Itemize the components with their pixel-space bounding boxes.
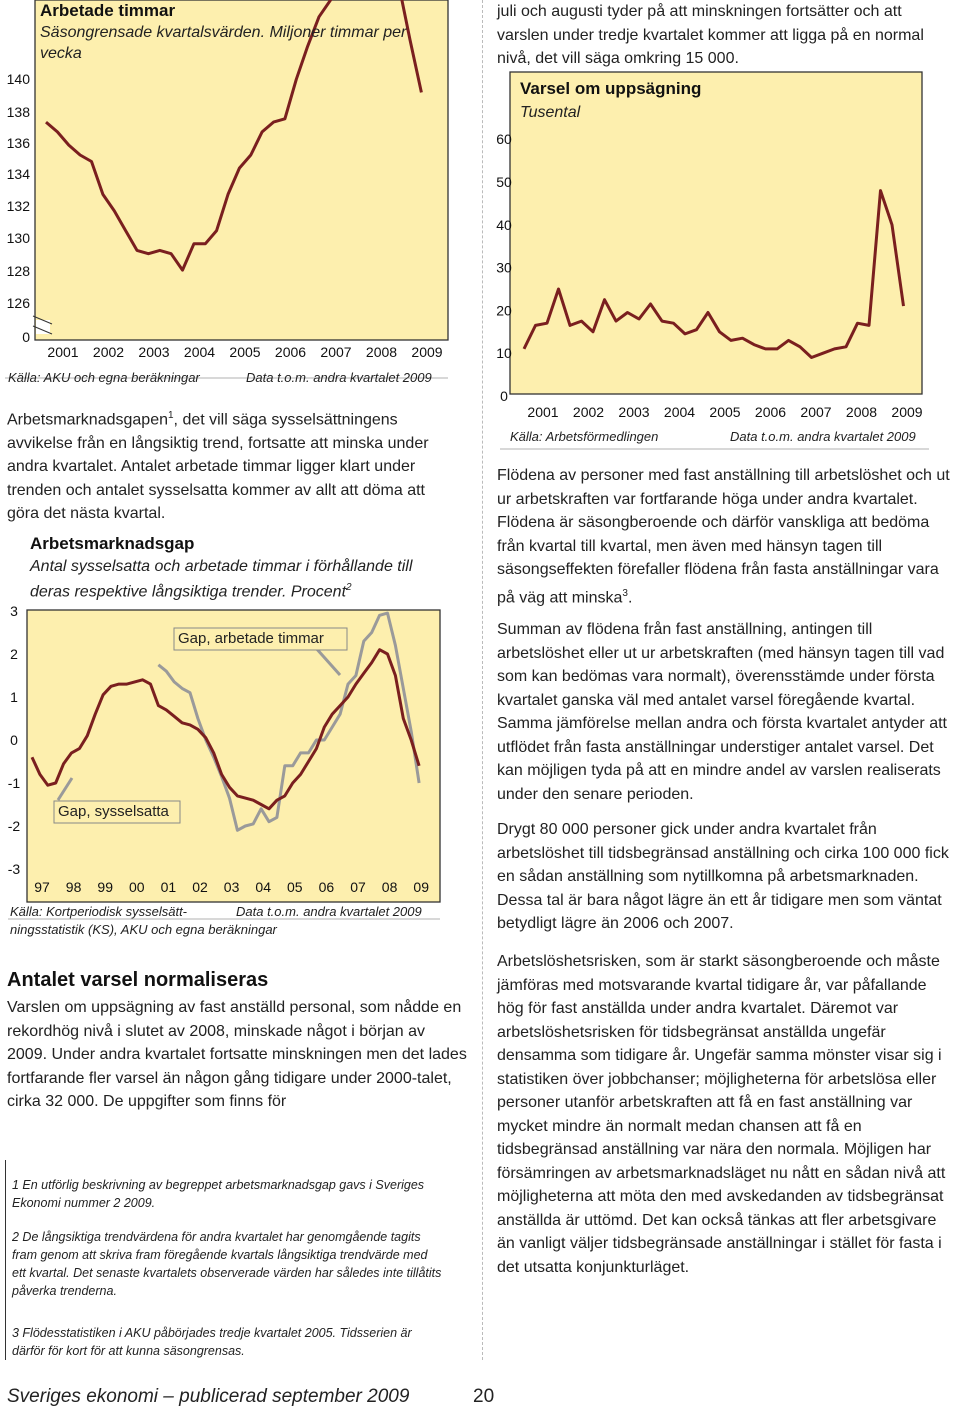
x-tick-label: 2002 — [92, 344, 125, 360]
footnote-3: 3 Flödesstatistiken i AKU påbörjades tredje kvartalet 2005. Tidsserien är därför för kort för att kunna säsongrensas. — [12, 1326, 412, 1358]
x-tick-label: 2008 — [845, 404, 878, 420]
x-tick-label: 97 — [34, 879, 50, 895]
paragraph-arbetsloshetsrisken: Arbetslöshetsrisken, som är starkt säsongberoende och måste jämföras med motsvarande kvartal tidigare år, var påfallande hög för fast anställda under andra kvartalet. Däremot var arbetslöshetsrisken för tidsbegränsat anställda ungefär densamma som tidigare år. Ungefär samma mönster visar sig i statistiken över jobbchanser; möjligheterna för arbetslösa eller personer utanför arbetskraften att få en fast anställning var mycket mindre än normalt medan chansen att få en tidsbegränsad anställning var nära den normala. Möjligen har försämringen av arbetsmarknadsläget nu nått en sådan nivå att möjligheterna att möta den med avskedanden av tidsbegränsat anställda är uttömd. Det kan också tänkas att fler arbetsgivare än vanligt väljer tidsbegränsade anställningar i stället för fasta i det utsatta konjunkturläget. — [497, 953, 946, 1276]
y-tick-label: 0 — [22, 329, 30, 345]
series-label-employed: Gap, sysselsatta — [58, 803, 169, 820]
chart-source: Källa: AKU och egna beräkningar — [8, 370, 200, 385]
y-tick-label: 0 — [10, 732, 18, 748]
x-tick-label: 02 — [192, 879, 208, 895]
x-tick-label: 2006 — [274, 344, 307, 360]
footer-publication: Sveriges ekonomi – publicerad september 2009 — [7, 1386, 410, 1407]
x-tick-label: 08 — [381, 879, 398, 895]
paragraph-juli-augusti: juli och augusti tyder på att minskningen fortsätter och att varslen under tredje kvartalet kommer att ligga på en normal nivå, det vill säga omkring 15 000. — [497, 3, 924, 67]
x-tick-label: 07 — [350, 879, 366, 895]
y-tick-label: 134 — [6, 166, 30, 182]
y-tick-label: 3 — [10, 603, 18, 619]
x-tick-label: 2003 — [138, 344, 170, 360]
x-tick-label: 06 — [318, 879, 335, 895]
page-number: 20 — [473, 1386, 495, 1407]
paragraph-arbetsmarknadsgap: Arbetsmarknadsgapen$^1$, det vill säga sysselsättningens avvikelse från en långsiktig trend, fortsatte att minska under andra kvartalet. Antalet arbetade timmar ligger klart under trenden och antalet sysselsatta kommer av allt att döma att göra det nästa kvartal. — [7, 410, 429, 523]
y-tick-label: 138 — [6, 104, 30, 120]
chart-source: Källa: Arbetsförmedlingen — [510, 429, 659, 444]
x-tick-label: 09 — [413, 879, 429, 895]
y-tick-label: 126 — [6, 295, 30, 311]
chart-title: Arbetsmarknadsgap — [30, 534, 195, 553]
y-tick-label: 60 — [496, 131, 512, 148]
chart-data-note: Data t.o.m. andra kvartalet 2009 — [730, 429, 916, 444]
y-tick-label: 132 — [6, 198, 30, 214]
y-tick-label: 140 — [6, 71, 30, 87]
x-tick-label: 2004 — [183, 344, 216, 360]
paragraph-summan: Summan av flödena från fast anställning, antingen till arbetslöshet eller ut ur arbetskraften (med hänsyn tagen till vad som kan bedömas vara normalt), överensstämde under första kvartalet ganska väl med antalet varsel föregående kvartal. Samma jämförelse mellan andra och första kvartalet antyder att utflödet från fasta anställningar understiger antalet varsel. Det kan möjligen tyda på att en mindre andel av varslen realiserats under den senare perioden. — [497, 621, 947, 803]
y-tick-label: 30 — [496, 259, 512, 276]
chart-data-note: Data t.o.m. andra kvartalet 2009 — [236, 904, 422, 919]
x-tick-label: 04 — [255, 879, 271, 895]
y-tick-label: 0 — [500, 388, 508, 404]
column-divider — [482, 0, 483, 1360]
footnote-1: 1 En utförlig beskrivning av begreppet arbetsmarknadsgap gavs i Sveriges Ekonomi nummer 2 2009. — [12, 1178, 425, 1210]
paragraph-floden: Flödena av personer med fast anställning till arbetslöshet och ut ur arbetskraften var fortfarande höga under andra kvartalet. Flödena är säsongberoende och därför vanskliga att bedöma från kvartal till kvartal, men även med hänsyn tagen till säsongseffekten förefaller flödena från fasta anställningar vara på väg att minska$^3$. — [497, 467, 950, 606]
x-tick-label: 03 — [223, 879, 240, 895]
y-tick-label: 50 — [496, 174, 512, 190]
y-tick-label: -1 — [7, 775, 21, 791]
chart-subtitle: Antal sysselsatta och arbetade timmar i förhållande till deras respektive långsiktiga trender. Procent$^2$ — [30, 558, 413, 601]
x-tick-label: 2009 — [891, 404, 923, 420]
x-tick-label: 01 — [160, 879, 177, 895]
x-tick-label: 2004 — [663, 404, 696, 420]
x-tick-label: 2005 — [229, 344, 261, 360]
x-tick-label: 98 — [65, 879, 82, 895]
x-tick-label: 2002 — [572, 404, 605, 420]
y-tick-label: -3 — [7, 861, 21, 877]
x-tick-label: 2001 — [527, 404, 559, 420]
x-tick-label: 2008 — [365, 344, 398, 360]
chart-title: Arbetade timmar — [40, 1, 176, 20]
x-tick-label: 2003 — [618, 404, 650, 420]
y-tick-label: 2 — [10, 646, 18, 662]
x-tick-label: 2007 — [320, 344, 352, 360]
y-tick-label: 10 — [496, 345, 512, 362]
series-label-hours: Gap, arbetade timmar — [178, 630, 324, 647]
paragraph-drygt: Drygt 80 000 personer gick under andra kvartalet från arbetslöshet till tidsbegränsad anställning och cirka 100 000 fick en sådan anställning som nytillkomna på arbetsmarknaden. Dessa tal är bara något lägre än ett år tidigare men som väntat betydligt lägre än 2006 och 2007. — [497, 821, 949, 932]
x-tick-label: 99 — [97, 879, 113, 895]
x-tick-label: 00 — [129, 879, 145, 895]
footnote-rule — [5, 1160, 6, 1360]
x-tick-label: 05 — [287, 879, 303, 895]
chart-subtitle: Tusental — [520, 104, 581, 121]
y-tick-label: 130 — [6, 230, 30, 246]
x-tick-label: 2007 — [800, 404, 832, 420]
y-tick-label: -2 — [7, 818, 21, 834]
chart-subtitle: Säsongrensade kvartalsvärden. Miljoner timmar per vecka — [40, 24, 407, 62]
x-tick-label: 2001 — [47, 344, 79, 360]
x-tick-label: 2005 — [709, 404, 741, 420]
paragraph-varsel: Varslen om uppsägning av fast anställd personal, som nådde en rekordhög nivå i slutet av 2008, minskade något i början av 2009. Under andra kvartalet fortsatte minskningen men det lades fortfarande fler varsel än någon gång tidigare under 2000-talet, cirka 32 000. De uppgifter som finns för — [7, 999, 467, 1110]
chart-source-line2: ningsstatistik (KS), AKU och egna beräkningar — [10, 922, 277, 937]
x-tick-label: 2006 — [754, 404, 787, 420]
chart-title: Varsel om uppsägning — [520, 79, 702, 98]
y-tick-label: 128 — [6, 263, 30, 279]
y-tick-label: 40 — [496, 216, 512, 233]
chart-data-note: Data t.o.m. andra kvartalet 2009 — [246, 370, 432, 385]
y-tick-label: 20 — [496, 302, 512, 319]
x-tick-label: 2009 — [411, 344, 443, 360]
y-tick-label: 136 — [6, 135, 30, 151]
section-heading: Antalet varsel normaliseras — [7, 969, 269, 991]
chart-source-line1: Källa: Kortperiodisk sysselsätt- — [10, 904, 188, 919]
footnote-2: 2 De långsiktiga trendvärdena för andra kvartalet har genomgående tagits fram genom att skriva fram föregående kvartals långsiktiga trendvärde med ett kvartal. Det senaste kvartalets observerade värden har således inte tillåtits påverka trenderna. — [12, 1230, 442, 1298]
y-tick-label: 1 — [10, 689, 18, 705]
